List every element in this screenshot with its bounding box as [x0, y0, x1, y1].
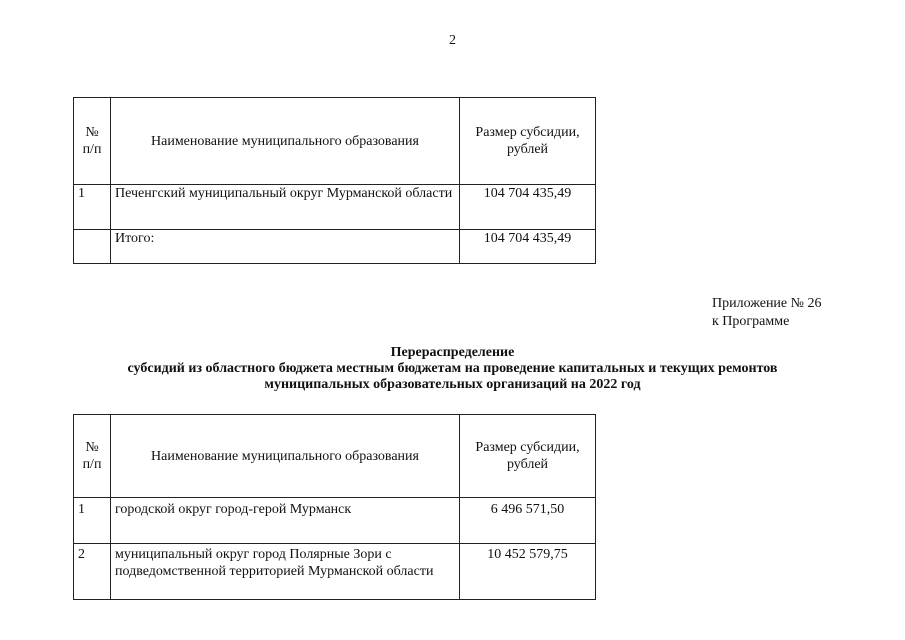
header-name: Наименование муниципального образования	[111, 415, 460, 498]
subsidy-table-1	[73, 97, 596, 264]
row-amount: 6 496 571,50	[460, 498, 596, 544]
row-num: 2	[74, 544, 111, 600]
row-name: городской округ город-герой Мурманск	[111, 498, 460, 544]
header-num: № п/п	[74, 415, 111, 498]
table-row	[74, 498, 596, 544]
page-number: 2	[449, 33, 456, 48]
table-row	[74, 544, 596, 600]
table-header-row	[74, 415, 596, 498]
row-name: Печенгский муниципальный округ Мурманской области	[111, 185, 460, 230]
title-line-3: муниципальных образовательных организаций на 2022 год	[264, 377, 641, 392]
appendix-line-1: Приложение № 26	[712, 296, 822, 311]
row-amount: 104 704 435,49	[460, 230, 596, 264]
table-header-row	[74, 98, 596, 185]
document-title	[0, 345, 905, 393]
row-num: 1	[74, 498, 111, 544]
appendix-line-2: к Программе	[712, 314, 790, 329]
table-row-total	[74, 230, 596, 264]
appendix-label	[712, 295, 822, 331]
header-amount: Размер субсидии, рублей	[460, 415, 596, 498]
title-line-2: субсидий из областного бюджета местным бюджетам на проведение капитальных и текущих ремонтов	[127, 361, 778, 376]
table-row	[74, 185, 596, 230]
header-name: Наименование муниципального образования	[111, 98, 460, 185]
row-name: муниципальный округ город Полярные Зори с подведомственной территорией Мурманской области	[111, 544, 460, 600]
header-amount: Размер субсидии, рублей	[460, 98, 596, 185]
row-amount: 10 452 579,75	[460, 544, 596, 600]
row-amount: 104 704 435,49	[460, 185, 596, 230]
row-name: Итого:	[111, 230, 460, 264]
header-num: № п/п	[74, 98, 111, 185]
row-num	[74, 230, 111, 264]
title-line-1: Перераспределение	[390, 345, 515, 360]
row-num: 1	[74, 185, 111, 230]
subsidy-table-2	[73, 414, 596, 600]
